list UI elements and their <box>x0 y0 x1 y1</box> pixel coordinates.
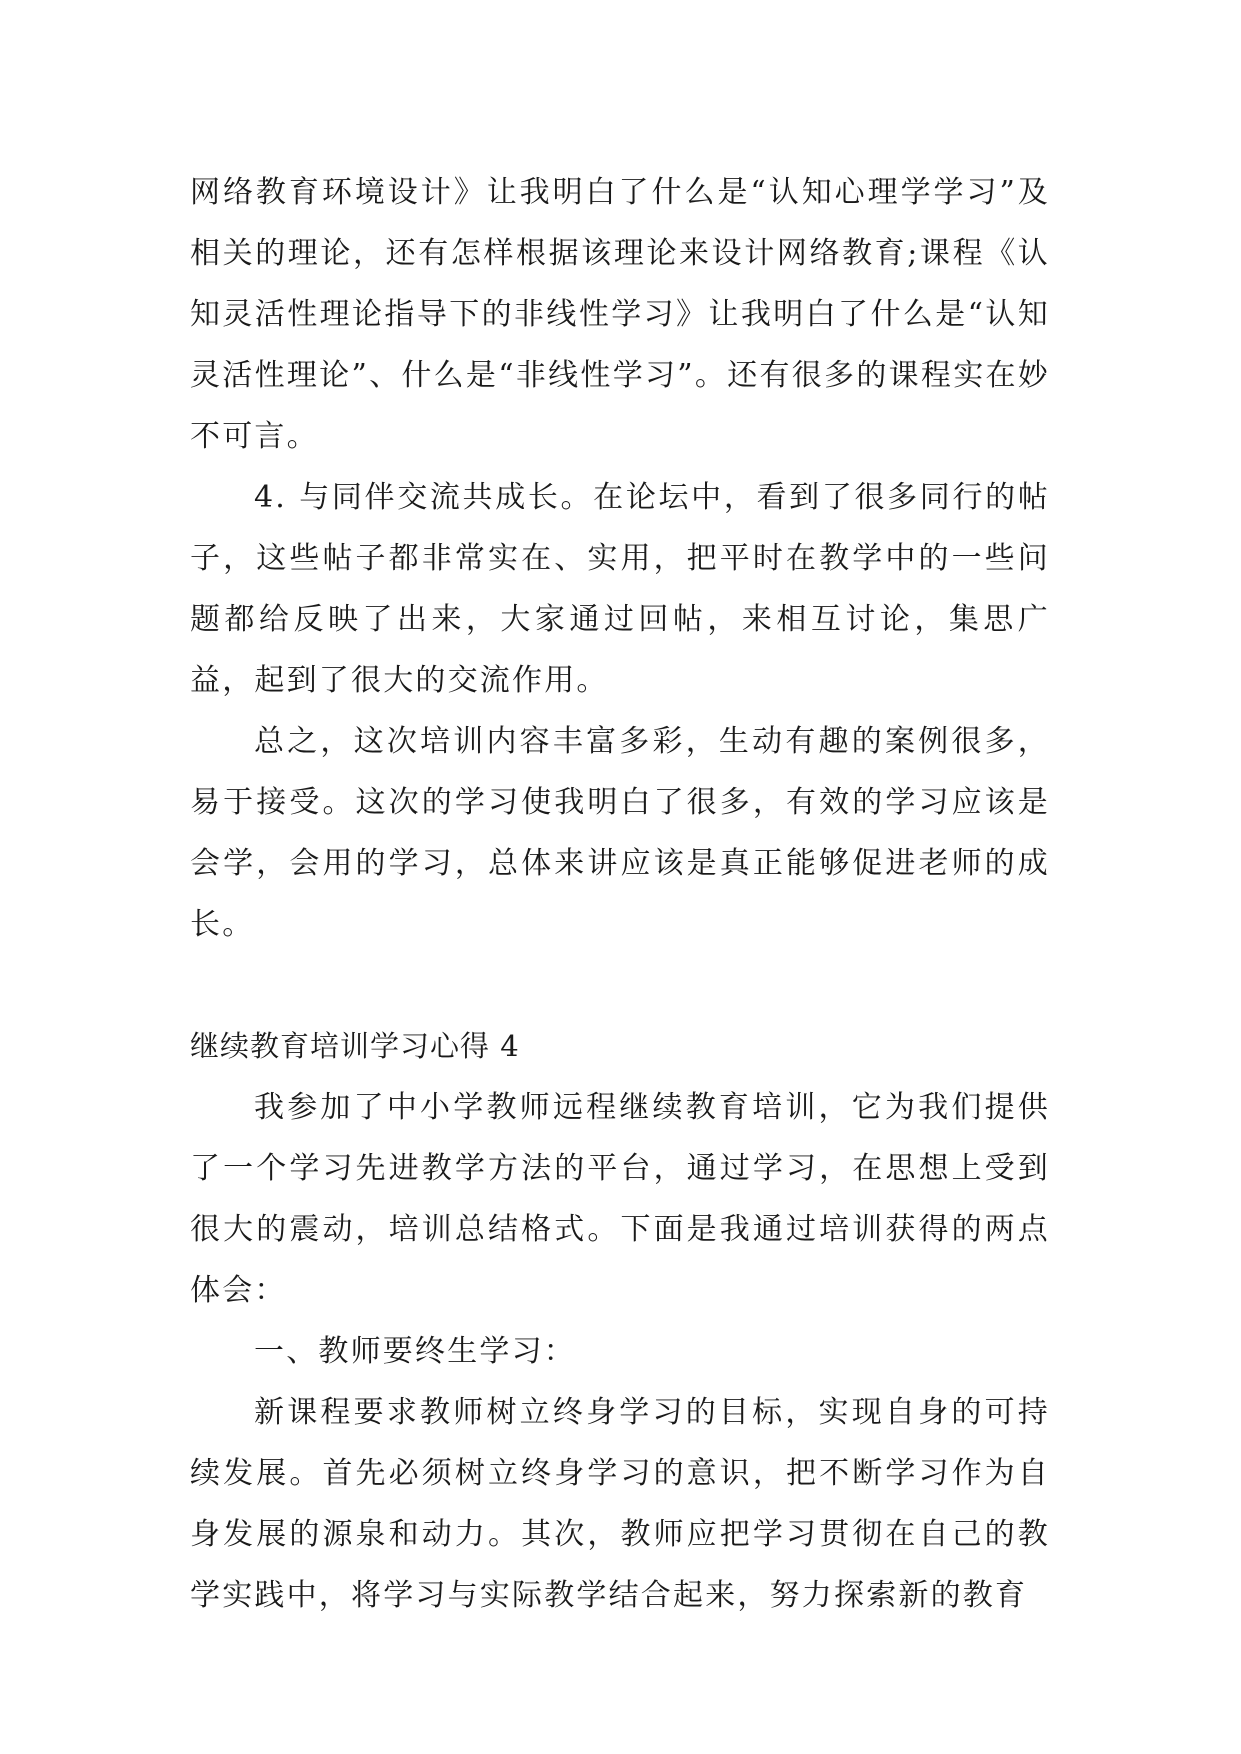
document-body <box>190 162 1050 1626</box>
paragraph-conclusion: 总之，这次培训内容丰富多彩，生动有趣的案例很多，易于接受。这次的学习使我明白了很多，有效的学习应该是会学，会用的学习，总体来讲应该是真正能够促进老师的成长。 <box>190 724 1050 942</box>
paragraph-lifelong-learning: 新课程要求教师树立终身学习的目标，实现自身的可持续发展。首先必须树立终身学习的意识，把不断学习作为自身发展的源泉和动力。其次，教师应把学习贯彻在自己的教学实践中，将学习与实际教学结合起来，努力探索新的教育 <box>190 1395 1050 1613</box>
subheading-lifelong-learning: 一、教师要终生学习： <box>254 1334 576 1369</box>
paragraph-intro: 我参加了中小学教师远程继续教育培训，它为我们提供了一个学习先进教学方法的平台，通过学习，在思想上受到很大的震动，培训总结格式。下面是我通过培训获得的两点体会： <box>190 1090 1050 1308</box>
paragraph-continuation-courses: 网络教育环境设计》让我明白了什么是“认知心理学学习”及相关的理论，还有怎样根据该理论来设计网络教育;课程《认知灵活性理论指导下的非线性学习》让我明白了什么是“认知灵活性理论”、什么是“非线性学习”。还有很多的课程实在妙不可言。 <box>190 175 1050 454</box>
section-title: 继续教育培训学习心得 4 <box>190 1029 520 1063</box>
paragraph-peer-exchange: 4. 与同伴交流共成长。在论坛中，看到了很多同行的帖子，这些帖子都非常实在、实用，把平时在教学中的一些问题都给反映了出来，大家通过回帖，来相互讨论，集思广益，起到了很大的交流作用。 <box>190 480 1050 698</box>
